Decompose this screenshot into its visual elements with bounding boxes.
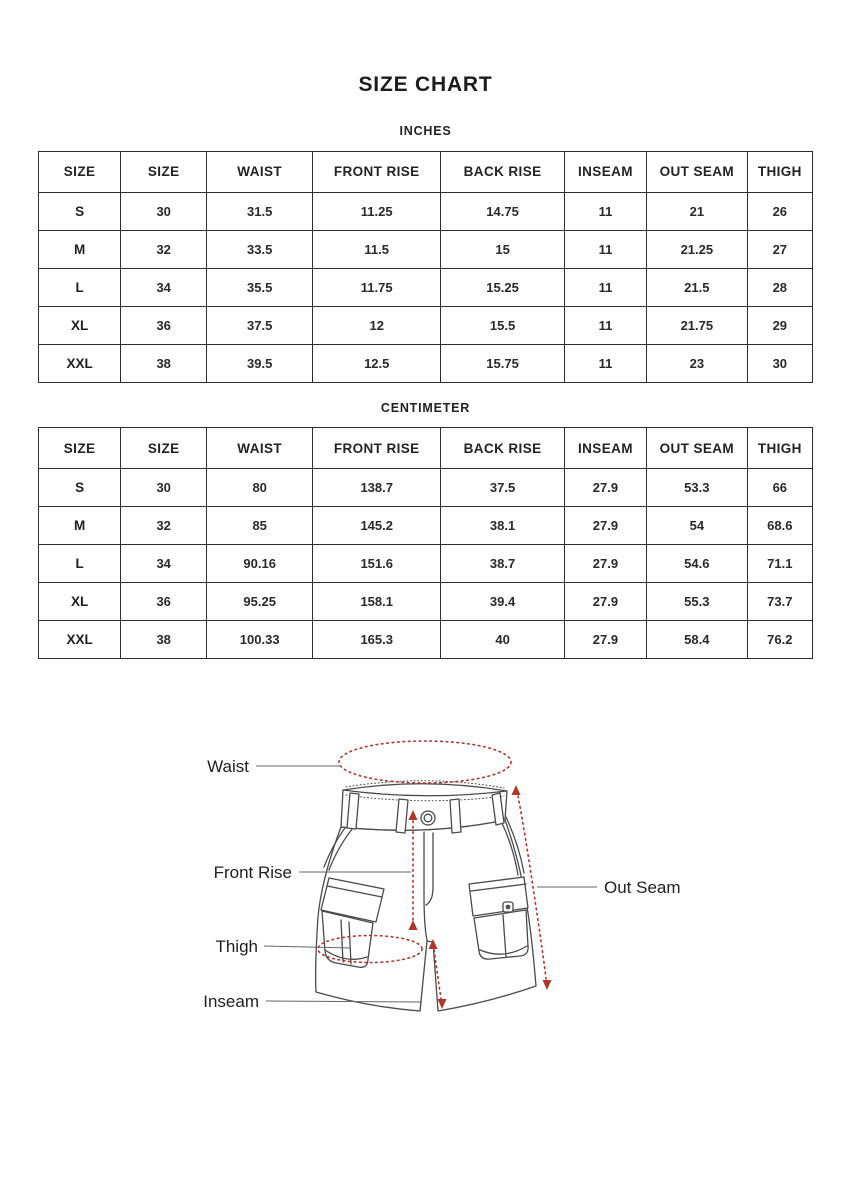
value-cell: 30 <box>121 192 207 230</box>
value-cell: 11.25 <box>313 192 441 230</box>
size-cell: XXL <box>39 344 121 382</box>
value-cell: 38.7 <box>441 545 565 583</box>
value-cell: 21.25 <box>647 230 748 268</box>
waist-measure-ellipse <box>339 741 511 783</box>
value-cell: 138.7 <box>313 469 441 507</box>
column-header: OUT SEAM <box>647 151 748 192</box>
arrow-down <box>543 980 552 990</box>
column-header: INSEAM <box>564 428 646 469</box>
table-row <box>39 621 813 659</box>
column-header: OUT SEAM <box>647 428 748 469</box>
inches-section-label: INCHES <box>399 124 452 138</box>
value-cell: 39.4 <box>441 583 565 621</box>
value-cell: 27.9 <box>564 621 646 659</box>
shorts-outline <box>316 781 536 1011</box>
column-header: FRONT RISE <box>313 151 441 192</box>
belt-loop <box>450 799 461 833</box>
value-cell: 158.1 <box>313 583 441 621</box>
table-row <box>39 507 813 545</box>
value-cell: 11 <box>564 230 646 268</box>
front-rise-label: Front Rise <box>213 863 292 882</box>
centimeter-section-label: CENTIMETER <box>380 400 471 415</box>
value-cell: 30 <box>747 344 812 382</box>
value-cell: 38 <box>121 621 207 659</box>
value-cell: 29 <box>747 306 812 344</box>
value-cell: 11 <box>564 306 646 344</box>
right-cargo-body <box>474 910 528 959</box>
value-cell: 66 <box>747 469 812 507</box>
out-seam-label: Out Seam <box>604 878 681 897</box>
table-row <box>39 545 813 583</box>
waist-label: Waist <box>207 757 249 776</box>
size-cell: M <box>39 230 121 268</box>
table-row <box>39 306 813 344</box>
size-cell: XL <box>39 583 121 621</box>
value-cell: 100.33 <box>207 621 313 659</box>
column-header: SIZE <box>39 151 121 192</box>
column-header: SIZE <box>121 151 207 192</box>
value-cell: 33.5 <box>207 230 313 268</box>
table-row <box>39 230 813 268</box>
value-cell: 54.6 <box>647 545 748 583</box>
value-cell: 30 <box>121 469 207 507</box>
value-cell: 27.9 <box>564 507 646 545</box>
value-cell: 27.9 <box>564 469 646 507</box>
size-cell: XL <box>39 306 121 344</box>
value-cell: 145.2 <box>313 507 441 545</box>
value-cell: 27.9 <box>564 545 646 583</box>
value-cell: 36 <box>121 306 207 344</box>
size-cell: S <box>39 192 121 230</box>
table-row <box>39 344 813 382</box>
value-cell: 76.2 <box>747 621 812 659</box>
value-cell: 11 <box>564 344 646 382</box>
column-header: THIGH <box>747 428 812 469</box>
column-header: SIZE <box>39 428 121 469</box>
value-cell: 15 <box>441 230 565 268</box>
value-cell: 85 <box>207 507 313 545</box>
table-row <box>39 192 813 230</box>
column-header: INSEAM <box>564 151 646 192</box>
value-cell: 15.75 <box>441 344 565 382</box>
header-row <box>39 428 813 469</box>
column-header: BACK RISE <box>441 428 565 469</box>
value-cell: 11.75 <box>313 268 441 306</box>
size-table-centimeter <box>38 427 813 659</box>
page-title: SIZE CHART <box>358 73 493 96</box>
thigh-label: Thigh <box>215 937 258 956</box>
value-cell: 165.3 <box>313 621 441 659</box>
value-cell: 95.25 <box>207 583 313 621</box>
value-cell: 15.25 <box>441 268 565 306</box>
right-cargo-button-dot <box>506 905 511 910</box>
value-cell: 21.5 <box>647 268 748 306</box>
value-cell: 38.1 <box>441 507 565 545</box>
column-header: WAIST <box>207 151 313 192</box>
value-cell: 32 <box>121 507 207 545</box>
value-cell: 14.75 <box>441 192 565 230</box>
value-cell: 38 <box>121 344 207 382</box>
value-cell: 90.16 <box>207 545 313 583</box>
value-cell: 40 <box>441 621 565 659</box>
value-cell: 11 <box>564 192 646 230</box>
value-cell: 58.4 <box>647 621 748 659</box>
value-cell: 27.9 <box>564 583 646 621</box>
value-cell: 35.5 <box>207 268 313 306</box>
value-cell: 26 <box>747 192 812 230</box>
value-cell: 11.5 <box>313 230 441 268</box>
value-cell: 32 <box>121 230 207 268</box>
waist-button <box>421 811 435 825</box>
size-cell: XXL <box>39 621 121 659</box>
value-cell: 12.5 <box>313 344 441 382</box>
value-cell: 28 <box>747 268 812 306</box>
value-cell: 37.5 <box>441 469 565 507</box>
value-cell: 11 <box>564 268 646 306</box>
value-cell: 27 <box>747 230 812 268</box>
table-row <box>39 469 813 507</box>
inseam-label: Inseam <box>203 992 259 1011</box>
value-cell: 34 <box>121 545 207 583</box>
value-cell: 151.6 <box>313 545 441 583</box>
size-cell: L <box>39 545 121 583</box>
value-cell: 15.5 <box>441 306 565 344</box>
size-cell: S <box>39 469 121 507</box>
size-cell: M <box>39 507 121 545</box>
column-header: WAIST <box>207 428 313 469</box>
value-cell: 39.5 <box>207 344 313 382</box>
value-cell: 80 <box>207 469 313 507</box>
value-cell: 31.5 <box>207 192 313 230</box>
value-cell: 12 <box>313 306 441 344</box>
value-cell: 71.1 <box>747 545 812 583</box>
value-cell: 73.7 <box>747 583 812 621</box>
arrow-up <box>512 785 521 795</box>
table-row <box>39 583 813 621</box>
table-row <box>39 268 813 306</box>
value-cell: 21 <box>647 192 748 230</box>
column-header: FRONT RISE <box>313 428 441 469</box>
value-cell: 68.6 <box>747 507 812 545</box>
measurement-diagram <box>0 689 851 1109</box>
value-cell: 36 <box>121 583 207 621</box>
value-cell: 23 <box>647 344 748 382</box>
header-row <box>39 151 813 192</box>
value-cell: 21.75 <box>647 306 748 344</box>
value-cell: 54 <box>647 507 748 545</box>
size-cell: L <box>39 268 121 306</box>
size-table-inches <box>38 151 813 383</box>
shorts-illustration <box>0 689 851 1109</box>
column-header: BACK RISE <box>441 151 565 192</box>
value-cell: 34 <box>121 268 207 306</box>
value-cell: 37.5 <box>207 306 313 344</box>
value-cell: 55.3 <box>647 583 748 621</box>
column-header: THIGH <box>747 151 812 192</box>
column-header: SIZE <box>121 428 207 469</box>
value-cell: 53.3 <box>647 469 748 507</box>
